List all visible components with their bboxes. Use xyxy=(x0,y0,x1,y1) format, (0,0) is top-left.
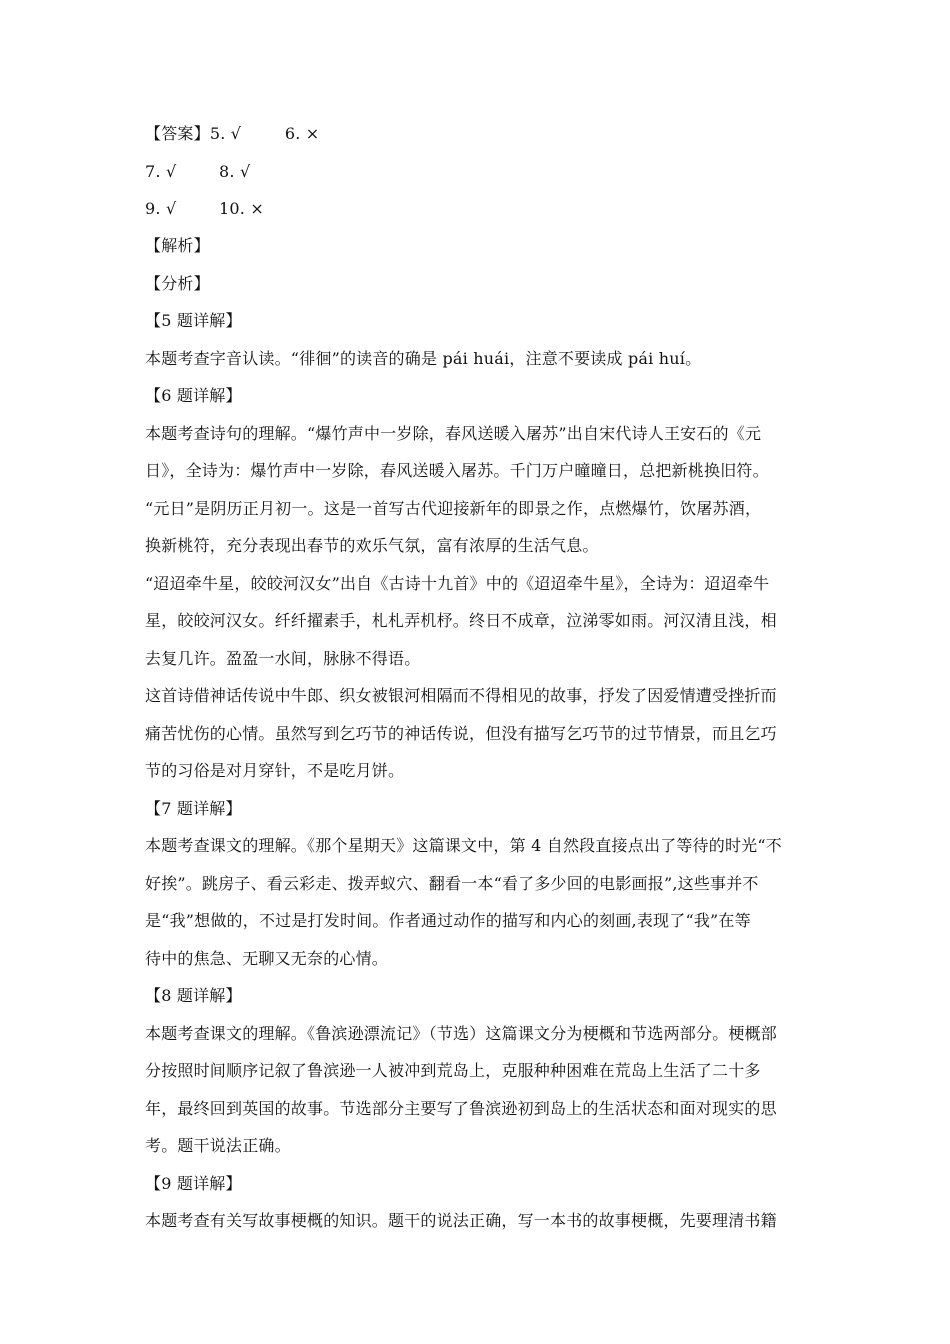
heading-q8: 【8 题详解】 xyxy=(145,986,242,1005)
heading-fenxi: 【分析】 xyxy=(145,274,210,293)
paragraph-line: 好挨”。跳房子、看云彩走、拨弄蚁穴、翻看一本“看了多少回的电影画报”,这些事并不 xyxy=(145,874,759,893)
answer-item: 10. × xyxy=(219,199,264,218)
answer-item: 5. √ xyxy=(209,124,242,143)
heading-q6: 【6 题详解】 xyxy=(145,386,242,405)
heading-q5: 【5 题详解】 xyxy=(145,311,242,330)
paragraph-line: 分按照时间顺序记叙了鲁滨逊一人被冲到荒岛上，克服种种困难在荒岛上生活了二十多 xyxy=(145,1061,761,1080)
answer-row-3 xyxy=(145,199,264,219)
paragraph-line: 本题考查字音认读。“徘徊”的读音的确是 pái huái，注意不要读成 pái huí。 xyxy=(145,349,702,368)
heading-q9: 【9 题详解】 xyxy=(145,1174,242,1193)
paragraph-line: 待中的焦急、无聊又无奈的心情。 xyxy=(145,949,389,968)
paragraph-line: 去复几许。盈盈一水间，脉脉不得语。 xyxy=(145,649,421,668)
paragraph-line: 本题考查课文的理解。《鲁滨逊漂流记》（节选）这篇课文分为梗概和节选两部分。梗概部 xyxy=(145,1024,778,1043)
paragraph-line: 年，最终回到英国的故事。节选部分主要写了鲁滨逊初到岛上的生活状态和面对现实的思 xyxy=(145,1099,777,1118)
heading-jiexi: 【解析】 xyxy=(145,236,210,255)
answer-label: 【答案】 xyxy=(145,124,210,143)
answer-item: 9. √ xyxy=(145,199,177,218)
paragraph-line: 日》，全诗为：爆竹声中一岁除，春风送暖入屠苏。千门万户曈曈日，总把新桃换旧符。 xyxy=(145,461,769,480)
paragraph-line: 这首诗借神话传说中牛郎、织女被银河相隔而不得相见的故事，抒发了因爱情遭受挫折而 xyxy=(145,686,777,705)
answer-row-1 xyxy=(145,124,319,144)
paragraph-line: 星，皎皎河汉女。纤纤擢素手，札札弄机杼。终日不成章，泣涕零如雨。河汉清且浅，相 xyxy=(145,611,777,630)
paragraph-line: “元日”是阴历正月初一。这是一首写古代迎接新年的即景之作，点燃爆竹，饮屠苏酒， xyxy=(145,499,762,518)
paragraph-line: 是“我”想做的，不过是打发时间。作者通过动作的描写和内心的刻画,表现了“我”在等 xyxy=(145,911,751,930)
answer-item: 8. √ xyxy=(219,162,251,181)
paragraph-line: 考。题干说法正确。 xyxy=(145,1136,291,1155)
heading-q7: 【7 题详解】 xyxy=(145,799,242,818)
paragraph-line: 本题考查有关写故事梗概的知识。题干的说法正确，写一本书的故事梗概，先要理清书籍 xyxy=(145,1211,777,1230)
paragraph-line: 换新桃符，充分表现出春节的欢乐气氛，富有浓厚的生活气息。 xyxy=(145,536,599,555)
answer-item: 6. × xyxy=(284,124,320,143)
answer-row-2 xyxy=(145,162,250,182)
paragraph-line: 本题考查课文的理解。《那个星期天》这篇课文中，第 4 自然段直接点出了等待的时光“不 xyxy=(145,836,782,855)
paragraph-line: 节的习俗是对月穿针，不是吃月饼。 xyxy=(145,761,405,780)
paragraph-line: “迢迢牵牛星，皎皎河汉女”出自《古诗十九首》中的《迢迢牵牛星》，全诗为：迢迢牵牛 xyxy=(145,574,770,593)
paragraph-line: 痛苦忧伤的心情。虽然写到乞巧节的神话传说，但没有描写乞巧节的过节情景，而且乞巧 xyxy=(145,724,777,743)
answer-item: 7. √ xyxy=(145,162,177,181)
paragraph-line: 本题考查诗句的理解。“爆竹声中一岁除，春风送暖入屠苏”出自宋代诗人王安石的《元 xyxy=(145,424,762,443)
